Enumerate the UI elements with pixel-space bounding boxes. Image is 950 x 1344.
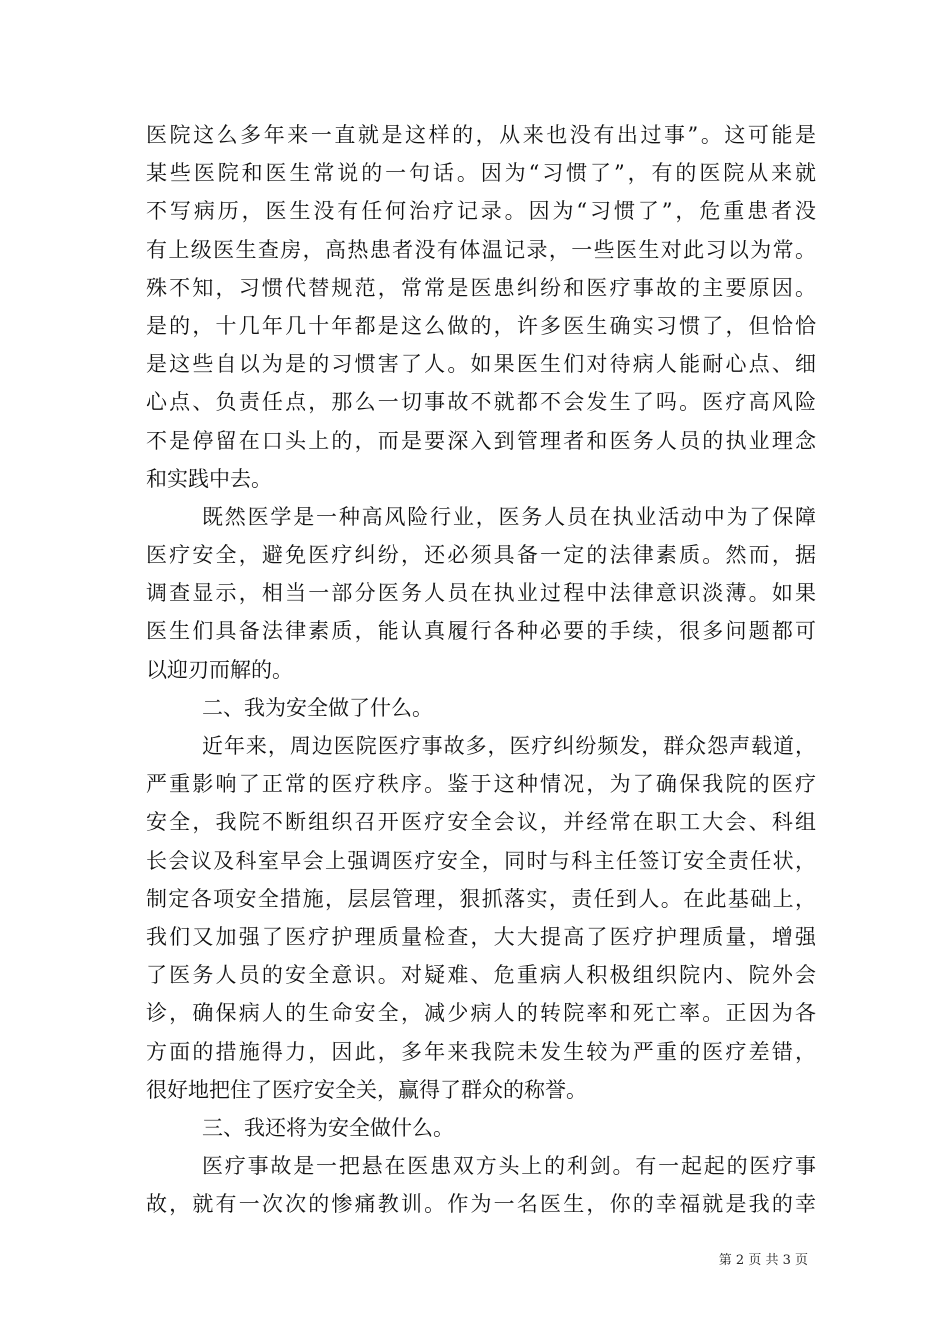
text-line: 既然医学是一种高风险行业，医务人员在执业活动中为了保障 — [202, 504, 816, 529]
paragraph — [146, 727, 816, 1109]
text-line: 故，就有一次次的惨痛教训。作为一名医生，你的幸福就是我的幸 — [146, 1192, 816, 1217]
text-line: 方面的措施得力，因此，多年来我院未发生较为严重的医疗差错， — [146, 1039, 816, 1064]
text-line: 安全，我院不断组织召开医疗安全会议，并经常在职工大会、科组 — [146, 810, 816, 835]
text-line: 某些医院和医生常说的一句话。因为“习惯了”，有的医院从来就 — [146, 161, 816, 186]
text-line: 近年来，周边医院医疗事故多，医疗纠纷频发，群众怨声载道， — [202, 734, 816, 758]
section-heading-text: 三、我还将为安全做什么。 — [202, 1115, 454, 1140]
section-heading — [146, 689, 816, 727]
text-line: 很好地把住了医疗安全关，赢得了群众的称誉。 — [146, 1077, 587, 1102]
text-line: 是的，十几年几十年都是这么做的，许多医生确实习惯了，但恰恰 — [146, 313, 816, 338]
text-line: 长会议及科室早会上强调医疗安全，同时与科主任签订安全责任状， — [146, 848, 816, 873]
text-line: 调查显示，相当一部分医务人员在执业过程中法律意识淡薄。如果 — [146, 581, 816, 606]
text-line: 制定各项安全措施，层层管理，狠抓落实，责任到人。在此基础上， — [146, 886, 816, 911]
text-line: 和实践中去。 — [146, 466, 272, 491]
paragraph — [146, 1147, 816, 1223]
text-line: 医院这么多年来一直就是这样的，从来也没有出过事”。这可能是 — [146, 123, 816, 147]
text-line: 诊，确保病人的生命安全，减少病人的转院率和死亡率。正因为各 — [146, 1001, 816, 1026]
text-line: 医疗安全，避免医疗纠纷，还必须具备一定的法律素质。然而，据 — [146, 543, 816, 568]
section-heading-text: 二、我为安全做了什么。 — [202, 695, 433, 720]
text-line: 不是停留在口头上的，而是要深入到管理者和医务人员的执业理念 — [146, 428, 816, 453]
text-line: 不写病历，医生没有任何治疗记录。因为“习惯了”，危重患者没 — [146, 199, 816, 224]
text-line: 心点、负责任点，那么一切事故不就都不会发生了吗。医疗高风险 — [146, 390, 816, 415]
document-body — [146, 116, 816, 1223]
paragraph — [146, 116, 816, 498]
text-line: 以迎刃而解的。 — [146, 657, 293, 682]
text-line: 医疗事故是一把悬在医患双方头上的利剑。有一起起的医疗事 — [202, 1154, 816, 1179]
text-line: 严重影响了正常的医疗秩序。鉴于这种情况，为了确保我院的医疗 — [146, 772, 816, 797]
page-number-footer: 第 2 页 共 3 页 — [718, 1253, 808, 1268]
text-line: 是这些自以为是的习惯害了人。如果医生们对待病人能耐心点、细 — [146, 352, 816, 377]
paragraph — [146, 498, 816, 689]
section-heading — [146, 1109, 816, 1147]
text-line: 殊不知，习惯代替规范，常常是医患纠纷和医疗事故的主要原因。 — [146, 275, 816, 300]
text-line: 有上级医生查房，高热患者没有体温记录，一些医生对此习以为常。 — [146, 237, 816, 262]
text-line: 医生们具备法律素质，能认真履行各种必要的手续，很多问题都可 — [146, 619, 816, 644]
text-line: 我们又加强了医疗护理质量检查，大大提高了医疗护理质量，增强 — [146, 924, 816, 949]
text-line: 了医务人员的安全意识。对疑难、危重病人积极组织院内、院外会 — [146, 963, 816, 988]
